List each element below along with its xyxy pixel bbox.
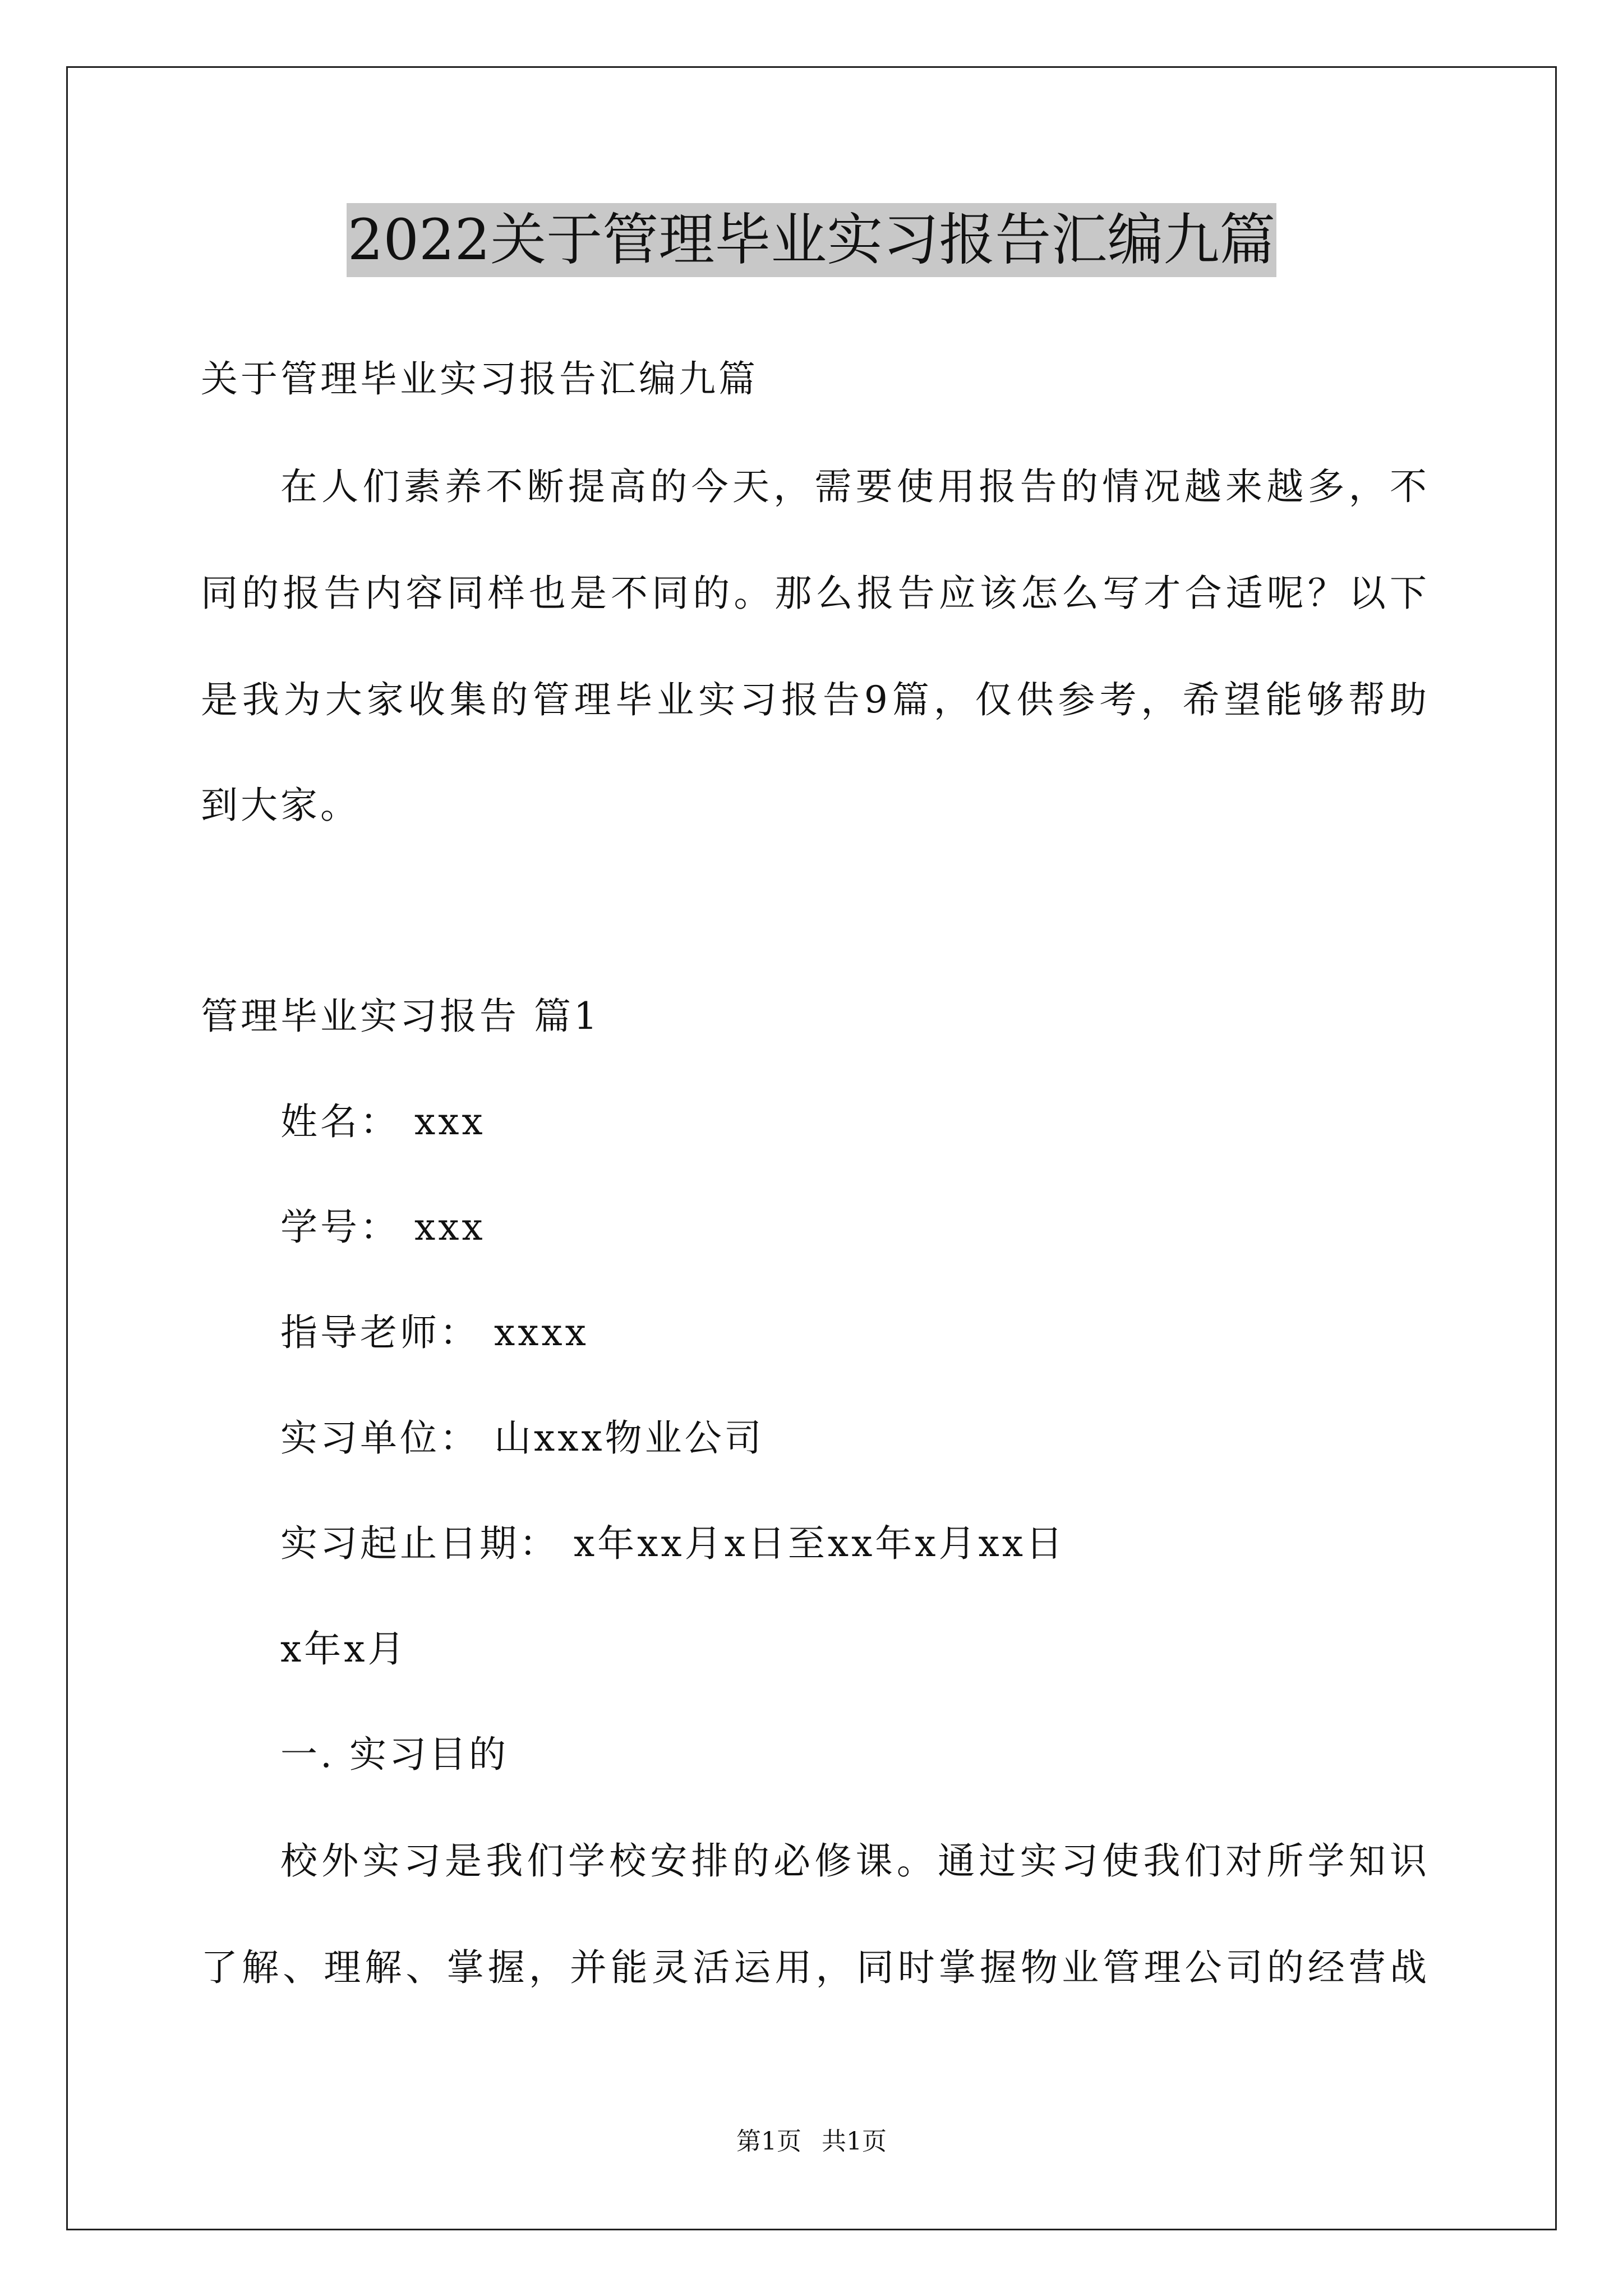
document-subtitle: 关于管理毕业实习报告汇编九篇 [201, 357, 758, 401]
field-internship-unit: 实习单位： 山xxx物业公司 [280, 1416, 764, 1460]
title-wrap [0, 203, 1623, 277]
field-student-id: 学号： xxx [280, 1205, 486, 1249]
intro-line-3: 是我为大家收集的管理毕业实习报告9篇，仅供参考，希望能够帮助 [201, 678, 1428, 721]
field-advisor: 指导老师： xxxx [280, 1311, 589, 1354]
intro-line-2: 同的报告内容同样也是不同的。那么报告应该怎么写才合适呢？以下 [201, 572, 1428, 615]
field-name: 姓名： xxx [280, 1100, 486, 1143]
section-heading: 管理毕业实习报告 篇1 [201, 995, 600, 1038]
field-date: x年x月 [280, 1627, 408, 1671]
page-total: 共1页 [822, 2127, 887, 2156]
intro-line-1: 在人们素养不断提高的今天，需要使用报告的情况越来越多，不 [280, 465, 1428, 508]
part-heading: 一. 实习目的 [280, 1733, 509, 1776]
body-line-1: 校外实习是我们学校安排的必修课。通过实习使我们对所学知识 [280, 1839, 1428, 1883]
page-footer [0, 2126, 1623, 2157]
field-internship-dates: 实习起止日期： x年xx月x日至xx年x月xx日 [280, 1522, 1066, 1565]
intro-line-4: 到大家。 [201, 784, 360, 827]
page-current: 第1页 [736, 2127, 801, 2156]
document-title: 2022关于管理毕业实习报告汇编九篇 [347, 203, 1277, 277]
body-line-2: 了解、理解、掌握，并能灵活运用，同时掌握物业管理公司的经营战 [201, 1946, 1428, 1989]
